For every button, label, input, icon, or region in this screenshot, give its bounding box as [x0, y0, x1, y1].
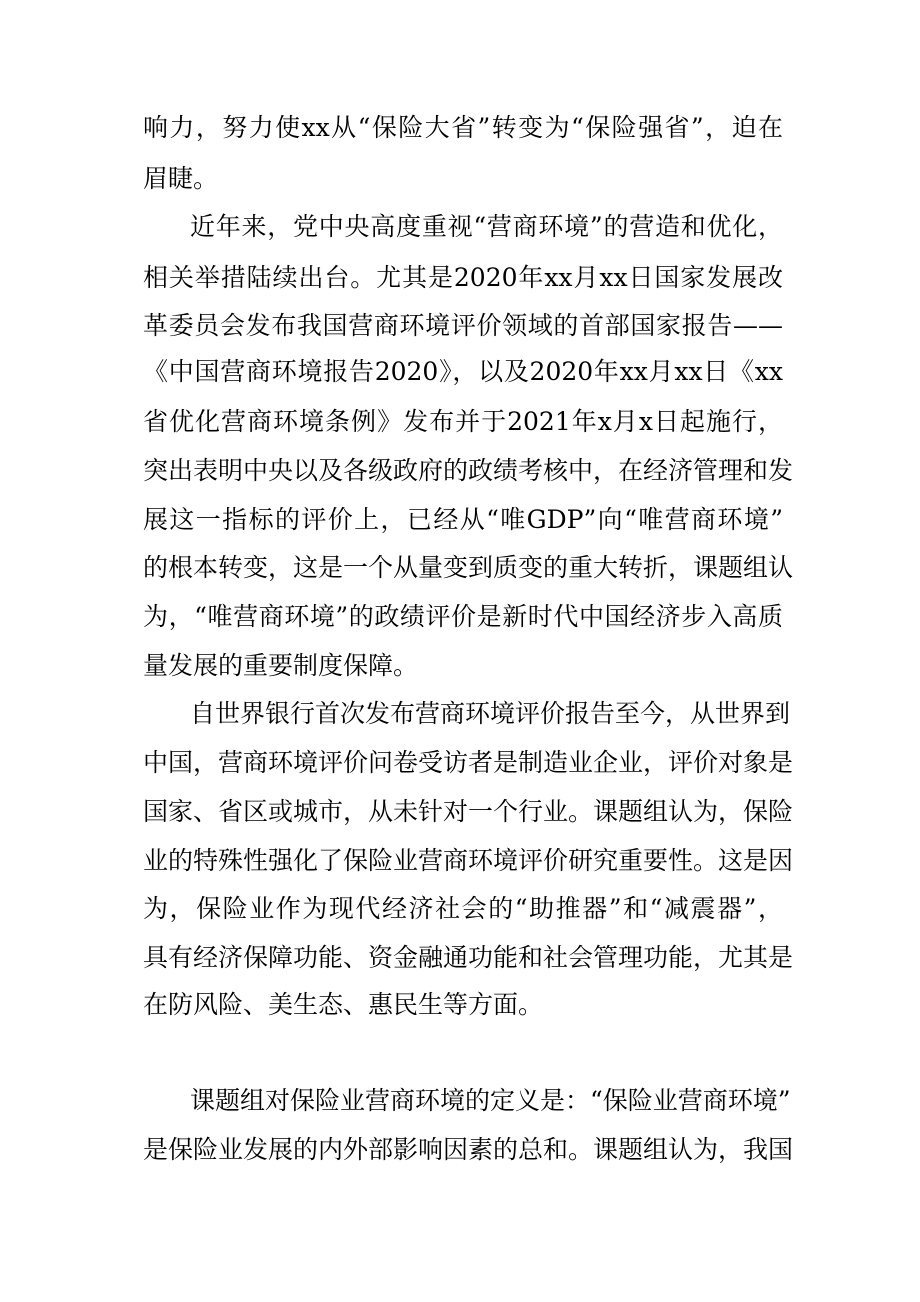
text-line: 国家、省区或城市，从未针对一个行业。课题组认为，保险	[143, 797, 794, 826]
text-line: 具有经济保障功能、资金融通功能和社会管理功能，尤其是	[143, 943, 794, 972]
text-line: 课题组对保险业营商环境的定义是：“保险业营商环境”	[190, 1086, 791, 1115]
text-line: 为，保险业作为现代经济社会的“助推器”和“减震器”，	[143, 894, 783, 923]
text-line: 中国，营商环境评价问卷受访者是制造业企业，评价对象是	[143, 748, 794, 777]
text-line: 的根本转变，这是一个从量变到质变的重大转折，课题组认	[143, 553, 794, 582]
text-line: 自世界银行首次发布营商环境评价报告至今，从世界到	[190, 699, 791, 728]
text-line: 突出表明中央以及各级政府的政绩考核中，在经济管理和发	[143, 456, 794, 485]
text-line: 革委员会发布我国营商环境评价领域的首部国家报告——	[143, 311, 783, 340]
text-line: 在防风险、美生态、惠民生等方面。	[143, 990, 544, 1019]
text-line: 省优化营商环境条例》发布并于2021年x月x日起施行，	[143, 407, 783, 436]
text-line: 响力，努力使xx从“保险大省”转变为“保险强省”，迫在	[143, 113, 783, 142]
text-line: 《中国营商环境报告2020》，以及2020年xx月xx日《xx	[143, 357, 783, 386]
text-line: 为，“唯营商环境”的政绩评价是新时代中国经济步入高质	[143, 602, 783, 631]
text-line: 近年来，党中央高度重视“营商环境”的营造和优化，	[190, 212, 783, 241]
text-line: 是保险业发展的内外部影响因素的总和。课题组认为，我国	[143, 1135, 794, 1164]
text-line: 相关举措陆续出台。尤其是2020年xx月xx日国家发展改	[143, 263, 783, 292]
text-line: 业的特殊性强化了保险业营商环境评价研究重要性。这是因	[143, 846, 794, 875]
text-line: 展这一指标的评价上，已经从“唯GDP”向“唯营商环境”	[143, 505, 783, 534]
text-line: 量发展的重要制度保障。	[143, 651, 419, 680]
text-line: 眉睫。	[143, 164, 219, 193]
